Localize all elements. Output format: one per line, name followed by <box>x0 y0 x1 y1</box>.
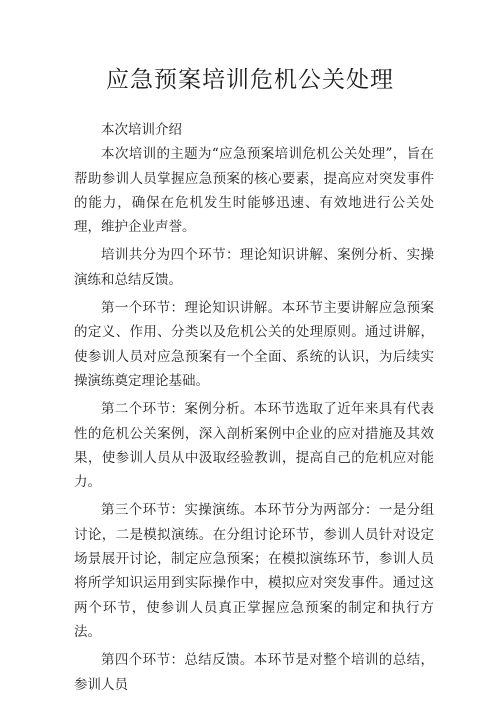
paragraph-intro: 本次培训的主题为“应急预案培训危机公关处理”，旨在帮助参训人员掌握应急预案的核心要素，提高应对突发事件的能力，确保在危机发生时能够迅速、有效地进行公关处理，维护企业声誉。 <box>74 146 434 236</box>
paragraph-step-1: 第一个环节：理论知识讲解。本环节主要讲解应急预案的定义、作用、分类以及危机公关的处理原则。通过讲解，使参训人员对应急预案有一个全面、系统的认识，为后续实操演练奠定理论基础。 <box>74 300 434 389</box>
document-body <box>74 118 434 701</box>
section-heading: 本次培训介绍 <box>101 122 182 138</box>
paragraph-step-3: 第三个环节：实操演练。本环节分为两部分：一是分组讨论，二是模拟演练。在分组讨论环节，参训人员针对设定场景展开讨论，制定应急预案；在模拟演练环节，参训人员将所学知识运用到实际操作中，模拟应对突发事件。通过这两个环节，使参训人员真正掌握应急预案的制定和执行方法。 <box>74 502 434 640</box>
paragraph-step-4: 第四个环节：总结反馈。本环节是对整个培训的总结，参训人员 <box>74 652 434 693</box>
paragraph-overview: 培训共分为四个环节：理论知识讲解、案例分析、实操演练和总结反馈。 <box>74 247 434 288</box>
document-title: 应急预案培训危机公关处理 <box>106 67 394 93</box>
paragraph-step-2: 第二个环节：案例分析。本环节选取了近年来具有代表性的危机公关案例，深入剖析案例中企业的应对措施及其效果，使参训人员从中汲取经验教训，提高自己的危机应对能力。 <box>74 401 434 491</box>
